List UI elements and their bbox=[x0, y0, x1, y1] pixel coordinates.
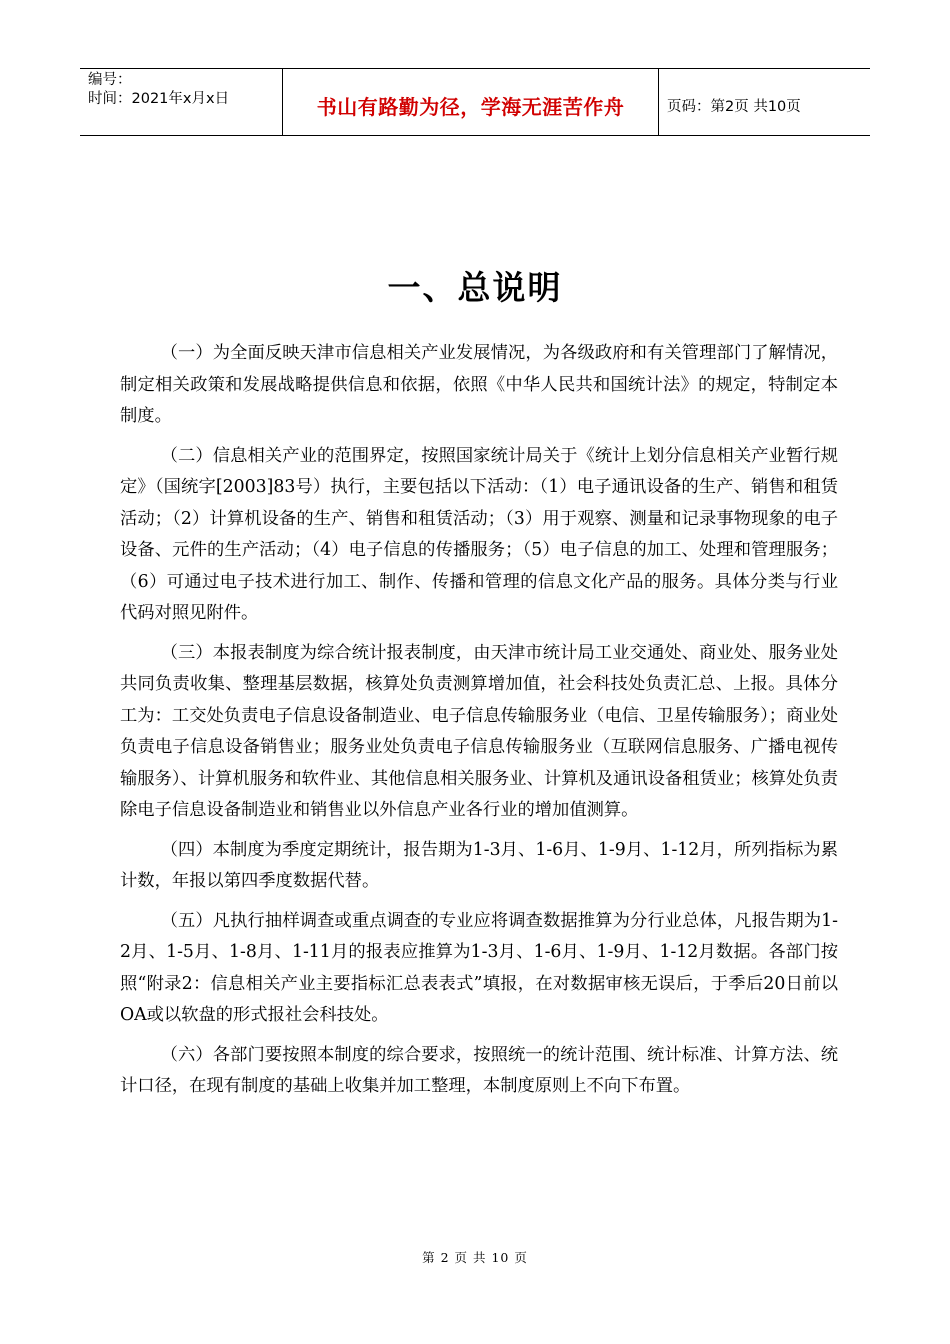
section-title: 一、总说明 bbox=[387, 268, 563, 307]
header-page-info: 页码：第2页 共10页 bbox=[667, 98, 801, 115]
page-footer: 第 2 页 共 10 页 bbox=[422, 1250, 528, 1265]
paragraph-5: （五）凡执行抽样调查或重点调查的专业应将调查数据推算为分行业总体，凡报告期为1-2月、1-5月、1-8月、1-11月的报表应推算为1-3月、1-6月、1-9月、1-12月数据。各部门按照“附录2：信息相关产业主要指标汇总表表式”填报，在对数据审核无误后，于季后20日前以OA或以软盘的形式报社会科技处。 bbox=[120, 910, 838, 1025]
paragraph-1: （一）为全面反映天津市信息相关产业发展情况，为各级政府和有关管理部门了解情况，制定相关政策和发展战略提供信息和依据，依照《中华人民共和国统计法》的规定，特制定本制度。 bbox=[120, 343, 838, 426]
header-motto: 书山有路勤为径，学海无涯苦作舟 bbox=[283, 69, 659, 135]
document-body bbox=[120, 338, 838, 1111]
paragraph-3: （三）本报表制度为综合统计报表制度，由天津市统计局工业交通处、商业处、服务业处共同负责收集、整理基层数据，核算处负责测算增加值，社会科技处负责汇总、上报。具体分工为：工交处负责电子信息设备制造业、电子信息传输服务业（电信、卫星传输服务）；商业处负责电子信息设备销售业；服务业处负责电子信息传输服务业（互联网信息服务、广播电视传输服务）、计算机服务和软件业、其他信息相关服务业、计算机及通讯设备租赁业；核算处负责除电子信息设备制造业和销售业以外信息产业各行业的增加值测算。 bbox=[120, 642, 838, 820]
time-label: 时间：2021年x月x日 bbox=[88, 91, 230, 107]
page-header bbox=[80, 68, 870, 136]
number-label: 编号： bbox=[88, 72, 132, 88]
paragraph-6: （六）各部门要按照本制度的综合要求，按照统一的统计范围、统计标准、计算方法、统计口径，在现有制度的基础上收集并加工整理，本制度原则上不向下布置。 bbox=[120, 1044, 838, 1096]
paragraph-4: （四）本制度为季度定期统计，报告期为1-3月、1-6月、1-9月、1-12月，所列指标为累计数，年报以第四季度数据代替。 bbox=[120, 839, 838, 891]
paragraph-2: （二）信息相关产业的范围界定，按照国家统计局关于《统计上划分信息相关产业暂行规定》（国统字[2003]83号）执行，主要包括以下活动：（1）电子通讯设备的生产、销售和租赁活动；（2）计算机设备的生产、销售和租赁活动；（3）用于观察、测量和记录事物现象的电子设备、元件的生产活动；（4）电子信息的传播服务；（5）电子信息的加工、处理和管理服务；（6）可通过电子技术进行加工、制作、传播和管理的信息文化产品的服务。具体分类与行业代码对照见附件。 bbox=[120, 445, 838, 623]
header-meta bbox=[80, 69, 283, 135]
